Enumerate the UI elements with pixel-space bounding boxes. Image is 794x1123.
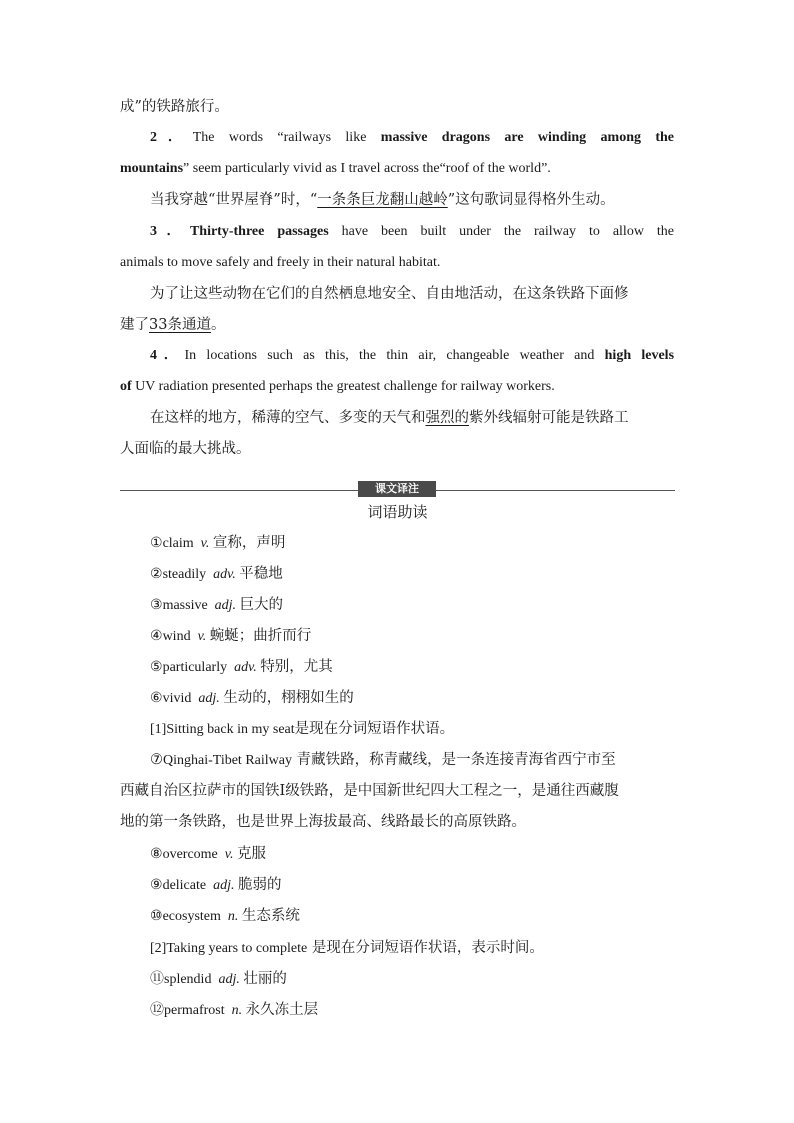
sentence-3-line-1: 3．Thirty-three passages have been built under the railway to allow the bbox=[150, 224, 675, 239]
item-number: 2． bbox=[150, 130, 193, 145]
vocab-item-7-line-1: ⑦Qinghai-Tibet Railway 青藏铁路，称青藏线，是一条连接青海省西宁市至 bbox=[150, 752, 616, 768]
sentence-3-line-2: animals to move safely and freely in their natural habitat. bbox=[120, 255, 441, 270]
vocab-item: ③massive adj. 巨大的 bbox=[150, 597, 284, 613]
sentence-2-line-2: mountains” seem particularly vivid as I travel across the“roof of the world”. bbox=[120, 161, 551, 176]
item-number: 3． bbox=[150, 224, 190, 239]
sentence-4-line-1: 4．In locations such as this, the thin air, changeable weather and high levels bbox=[150, 348, 675, 363]
vocab-item: ①claim v. 宣称，声明 bbox=[150, 535, 286, 551]
vocab-item: ⑥vivid adj. 生动的，栩栩如生的 bbox=[150, 690, 354, 706]
section-divider bbox=[120, 484, 675, 496]
translation-4-line-1: 在这样的地方，稀薄的空气、多变的天气和强烈的紫外线辐射可能是铁路工 bbox=[150, 410, 629, 426]
item-number: 4． bbox=[150, 348, 185, 363]
vocab-item-7-line-3: 地的第一条铁路，也是世界上海拔最高、线路最长的高原铁路。 bbox=[120, 814, 526, 830]
translation-4-line-2: 人面临的最大挑战。 bbox=[120, 441, 251, 457]
text-line: 成”的铁路旅行。 bbox=[120, 99, 229, 115]
vocab-item: ⑨delicate adj. 脆弱的 bbox=[150, 877, 282, 893]
grammar-note: [1]Sitting back in my seat是现在分词短语作状语。 bbox=[150, 721, 455, 737]
translation-3-line-1: 为了让这些动物在它们的自然栖息地安全、自由地活动，在这条铁路下面修 bbox=[150, 286, 629, 302]
vocab-item: ④wind v. 蜿蜒；曲折而行 bbox=[150, 628, 312, 644]
translation-3-line-2: 建了33条通道。 bbox=[120, 317, 226, 333]
vocab-item: ⑫permafrost n. 永久冻土层 bbox=[150, 1002, 319, 1018]
vocab-item: ⑧overcome v. 克服 bbox=[150, 846, 266, 862]
vocab-item: ②steadily adv. 平稳地 bbox=[150, 566, 283, 582]
vocab-item: ⑪splendid adj. 壮丽的 bbox=[150, 971, 287, 987]
grammar-note: [2]Taking years to complete 是现在分词短语作状语，表示时间。 bbox=[150, 940, 544, 956]
section-heading: 词语助读 bbox=[367, 503, 428, 521]
section-tag: 课文译注 bbox=[358, 481, 436, 497]
translation-2: 当我穿越“世界屋脊”时，“一条条巨龙翻山越岭”这句歌词显得格外生动。 bbox=[150, 192, 615, 208]
vocab-item: ⑩ecosystem n. 生态系统 bbox=[150, 908, 300, 924]
sentence-4-line-2: of UV radiation presented perhaps the greatest challenge for railway workers. bbox=[120, 379, 555, 394]
vocab-item-7-line-2: 西藏自治区拉萨市的国铁Ⅰ级铁路，是中国新世纪四大工程之一，是通往西藏腹 bbox=[120, 783, 619, 799]
sentence-2-line-1: 2．The words “railways like massive dragons are winding among the bbox=[150, 130, 675, 145]
vocab-item: ⑤particularly adv. 特别，尤其 bbox=[150, 659, 333, 675]
